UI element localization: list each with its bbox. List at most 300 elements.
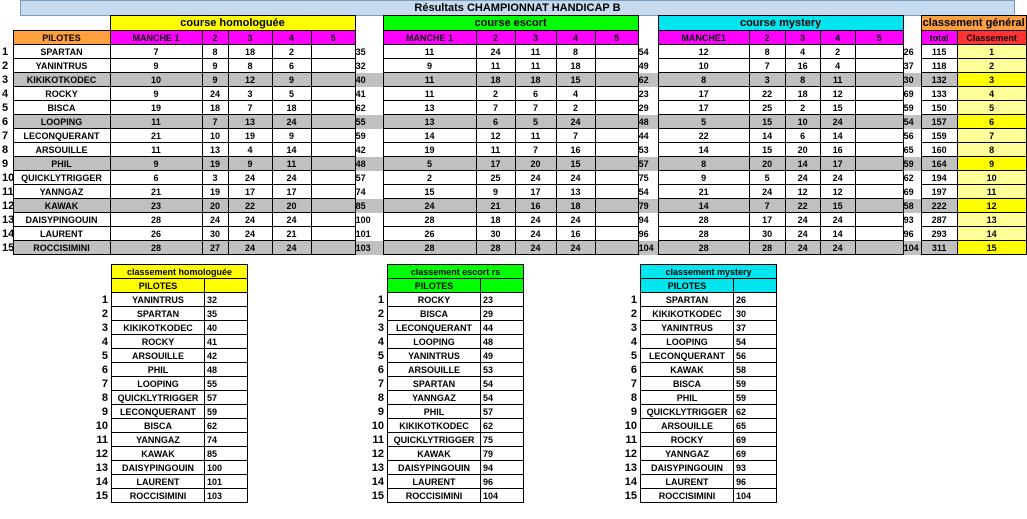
escort-score [595, 129, 638, 143]
homologuee-score: 24 [228, 171, 272, 185]
sub-pilot-name: KIKIKOTKODEC [641, 307, 734, 321]
mystery-score: 14 [820, 129, 855, 143]
table-row [0, 241, 1026, 255]
escort-score: 13 [556, 185, 595, 199]
sub-score: 54 [481, 377, 524, 391]
escort-score: 24 [556, 115, 595, 129]
list-item [366, 307, 524, 321]
list-item [619, 405, 777, 419]
mystery-score: 17 [820, 157, 855, 171]
sub-pilot-name: QUICKLYTRIGGER [388, 433, 481, 447]
row-rank: 7 [2, 129, 9, 142]
table-row [0, 73, 1026, 87]
homologuee-score [311, 101, 355, 115]
table-row [0, 59, 1026, 73]
mystery-total: 58 [903, 199, 921, 213]
escort-score: 24 [515, 241, 556, 255]
header-e-2: 2 [476, 31, 515, 45]
sub-caption-homologuee: classement homologuée [112, 265, 248, 279]
homologuee-score [311, 129, 355, 143]
homologuee-score: 20 [272, 199, 311, 213]
mystery-score: 15 [749, 115, 785, 129]
row-rank: 8 [2, 143, 9, 156]
homologuee-score [311, 87, 355, 101]
escort-score: 24 [476, 45, 515, 59]
sub-score: 96 [481, 475, 524, 489]
sub-pilot-name: KIKIKOTKODEC [388, 419, 481, 433]
sub-pilot-name: PHIL [388, 405, 481, 419]
homologuee-total: 42 [355, 144, 366, 155]
homologuee-score: 11 [272, 157, 311, 171]
sub-table-homologuee [90, 264, 248, 503]
mystery-score: 2 [785, 101, 820, 115]
mystery-score [855, 45, 903, 59]
header-m-manche1: MANCHE1 [658, 31, 749, 45]
sub-score: 53 [481, 363, 524, 377]
pilot-name: QUICKLYTRIGGER [13, 171, 110, 185]
homologuee-score [311, 241, 355, 255]
sub-score: 75 [481, 433, 524, 447]
mystery-total: 93 [903, 214, 914, 225]
escort-score: 2 [476, 87, 515, 101]
general-total: 287 [921, 213, 957, 227]
sub-pilot-name: YANINTRUS [641, 321, 734, 335]
mystery-total: 37 [903, 60, 914, 71]
sub-score: 35 [205, 307, 248, 321]
escort-score: 18 [476, 213, 515, 227]
sub-pilot-name: KIKIKOTKODEC [112, 321, 205, 335]
escort-score: 24 [515, 213, 556, 227]
homologuee-score: 24 [272, 171, 311, 185]
escort-score: 11 [383, 45, 476, 59]
mystery-score: 16 [820, 143, 855, 157]
homologuee-score: 13 [228, 115, 272, 129]
sub-pilot-name: SPARTAN [112, 307, 205, 321]
general-classement: 11 [957, 185, 1026, 199]
sub-rank: 7 [630, 377, 637, 390]
sub-rank: 3 [377, 321, 384, 334]
homologuee-score: 19 [228, 129, 272, 143]
sub-score: 48 [205, 363, 248, 377]
homologuee-score [311, 199, 355, 213]
mystery-score: 14 [658, 143, 749, 157]
sub-rank: 2 [101, 307, 108, 320]
sub-score: 42 [205, 349, 248, 363]
homologuee-score: 19 [202, 185, 228, 199]
escort-total: 104 [638, 241, 658, 255]
homologuee-score: 19 [202, 157, 228, 171]
escort-score: 28 [383, 241, 476, 255]
mystery-total: 30 [903, 73, 921, 87]
header-m-2: 2 [749, 31, 785, 45]
header-h-4: 4 [272, 31, 311, 45]
escort-total: 75 [638, 172, 649, 183]
sub-pilot-name: LECONQUERANT [641, 349, 734, 363]
mystery-score: 15 [749, 143, 785, 157]
escort-score: 24 [515, 227, 556, 241]
row-rank: 15 [2, 241, 15, 254]
mystery-total: 69 [903, 88, 914, 99]
homologuee-score: 9 [110, 157, 202, 171]
sub-rank: 9 [630, 405, 637, 418]
escort-total: 62 [638, 73, 658, 87]
escort-score: 7 [556, 129, 595, 143]
pilot-name: SPARTAN [13, 45, 110, 59]
sub-rank: 11 [372, 433, 384, 446]
list-item [619, 391, 777, 405]
general-classement: 10 [957, 171, 1026, 185]
sub-pilot-name: BISCA [388, 307, 481, 321]
homologuee-score [311, 45, 355, 59]
escort-total: 54 [638, 186, 649, 197]
mystery-score: 24 [820, 241, 855, 255]
general-total: 150 [921, 101, 957, 115]
escort-score: 15 [383, 185, 476, 199]
escort-score: 25 [476, 171, 515, 185]
homologuee-score: 24 [272, 241, 311, 255]
general-classement: 8 [957, 143, 1026, 157]
general-classement: 6 [957, 115, 1026, 129]
pilot-name: KAWAK [13, 199, 110, 213]
header-e-manche1: MANCHE 1 [383, 31, 476, 45]
escort-score: 6 [476, 115, 515, 129]
mystery-score [855, 227, 903, 241]
sub-pilot-name: QUICKLYTRIGGER [112, 391, 205, 405]
sub-rank: 12 [95, 447, 108, 460]
escort-score: 9 [383, 59, 476, 73]
sub-rank: 10 [624, 419, 637, 432]
mystery-score [855, 241, 903, 255]
sub-table-escort [366, 264, 524, 503]
list-item [619, 321, 777, 335]
escort-score [595, 213, 638, 227]
escort-score: 26 [383, 227, 476, 241]
header-escort: course escort [383, 16, 638, 31]
sub-pilot-name: DAISYPINGOUIN [388, 461, 481, 475]
general-total: 132 [921, 73, 957, 87]
sub-pilot-name: ROCKY [388, 293, 481, 307]
sub-pilot-name: BISCA [112, 419, 205, 433]
sub-pilot-name: YANINTRUS [112, 293, 205, 307]
escort-score: 20 [515, 157, 556, 171]
mystery-total: 56 [903, 130, 914, 141]
sub-score: 32 [205, 293, 248, 307]
sub-rank: 4 [377, 335, 384, 348]
escort-score: 7 [515, 143, 556, 157]
mystery-score: 22 [658, 129, 749, 143]
escort-score [595, 185, 638, 199]
pilot-name: ROCCISIMINI [13, 241, 110, 255]
table-row [0, 87, 1026, 101]
table-row [0, 129, 1026, 143]
sub-rank: 15 [371, 489, 384, 502]
sub-score: 41 [205, 335, 248, 349]
sub-rank: 8 [377, 391, 384, 404]
sub-score: 100 [205, 461, 248, 475]
row-rank: 11 [2, 185, 14, 198]
sub-rank: 6 [377, 363, 384, 376]
mystery-score [855, 199, 903, 213]
header-e-3: 3 [515, 31, 556, 45]
pilot-name: PHIL [13, 157, 110, 171]
mystery-score: 12 [820, 185, 855, 199]
list-item [619, 419, 777, 433]
general-classement: 14 [957, 227, 1026, 241]
mystery-score: 30 [749, 227, 785, 241]
sub-pilot-name: SPARTAN [641, 293, 734, 307]
table-row [0, 227, 1026, 241]
escort-score: 11 [515, 59, 556, 73]
escort-total: 23 [638, 88, 649, 99]
table-row [0, 185, 1026, 199]
mystery-score: 17 [658, 101, 749, 115]
mystery-score: 17 [658, 87, 749, 101]
sub-score: 58 [734, 363, 777, 377]
homologuee-score [311, 171, 355, 185]
escort-score: 7 [476, 101, 515, 115]
mystery-score: 18 [785, 87, 820, 101]
sub-rank: 11 [96, 433, 108, 446]
header-e-5: 5 [595, 31, 638, 45]
escort-total: 79 [638, 199, 658, 213]
list-item [619, 475, 777, 489]
sub-table-mystery [619, 264, 777, 503]
general-total: 160 [921, 143, 957, 157]
homologuee-score [311, 185, 355, 199]
general-total: 115 [921, 45, 957, 59]
escort-total: 57 [638, 157, 658, 171]
escort-score: 9 [476, 185, 515, 199]
sub-rank: 8 [101, 391, 108, 404]
mystery-total: 69 [903, 186, 914, 197]
escort-total: 29 [638, 102, 649, 113]
escort-score [595, 227, 638, 241]
pilot-name: LOOPING [13, 115, 110, 129]
escort-score: 11 [515, 45, 556, 59]
sub-rank: 1 [630, 293, 637, 306]
escort-score: 17 [476, 157, 515, 171]
escort-score [595, 157, 638, 171]
homologuee-total: 59 [355, 130, 366, 141]
sub-rank: 3 [630, 321, 637, 334]
sub-rank: 4 [101, 335, 108, 348]
escort-score [595, 199, 638, 213]
mystery-score [855, 143, 903, 157]
general-classement: 3 [957, 73, 1026, 87]
homologuee-score [311, 143, 355, 157]
mystery-score: 28 [658, 213, 749, 227]
table-row [0, 101, 1026, 115]
list-item [366, 433, 524, 447]
mystery-score: 24 [749, 185, 785, 199]
mystery-score: 20 [785, 143, 820, 157]
escort-score: 21 [476, 199, 515, 213]
escort-score: 2 [556, 101, 595, 115]
mystery-score: 28 [749, 241, 785, 255]
row-rank: 12 [2, 199, 15, 212]
table-row [0, 143, 1026, 157]
escort-score: 24 [556, 241, 595, 255]
escort-total: 54 [638, 46, 649, 57]
sub-score: 23 [481, 293, 524, 307]
sub-pilot-name: KAWAK [112, 447, 205, 461]
sub-rank: 14 [371, 475, 384, 488]
homologuee-score: 18 [272, 101, 311, 115]
sub-score: 79 [481, 447, 524, 461]
sub-rank: 4 [630, 335, 637, 348]
mystery-score: 15 [820, 101, 855, 115]
sub-pilot-name: SPARTAN [388, 377, 481, 391]
sub-pilot-name: DAISYPINGOUIN [112, 461, 205, 475]
sub-rank: 11 [625, 433, 637, 446]
list-item [366, 461, 524, 475]
escort-score [595, 171, 638, 185]
header-pilotes: PILOTES [13, 31, 110, 45]
mystery-score [855, 73, 903, 87]
sub-score: 59 [205, 405, 248, 419]
mystery-score: 12 [658, 45, 749, 59]
list-item [90, 349, 248, 363]
general-total: 164 [921, 157, 957, 171]
homologuee-score: 3 [202, 171, 228, 185]
sub-pilot-name: KAWAK [388, 447, 481, 461]
mystery-score: 5 [658, 115, 749, 129]
homologuee-score: 24 [228, 213, 272, 227]
sub-pilot-name: ARSOUILLE [388, 363, 481, 377]
escort-score: 24 [556, 171, 595, 185]
mystery-total: 59 [903, 157, 921, 171]
table-row [0, 45, 1026, 59]
escort-score: 24 [515, 171, 556, 185]
list-item [90, 363, 248, 377]
sub-rank: 14 [624, 475, 637, 488]
homologuee-score: 23 [110, 199, 202, 213]
homologuee-score: 28 [110, 213, 202, 227]
escort-score [595, 59, 638, 73]
sub-score: 104 [734, 489, 777, 503]
list-item [619, 489, 777, 503]
sub-pilot-name: ROCCISIMINI [641, 489, 734, 503]
sub-score: 56 [734, 349, 777, 363]
sub-pilot-name: ROCKY [641, 433, 734, 447]
homologuee-score: 4 [228, 143, 272, 157]
mystery-score: 24 [820, 171, 855, 185]
list-item [90, 475, 248, 489]
list-item [90, 391, 248, 405]
mystery-score [855, 115, 903, 129]
sub-pilot-name: PHIL [641, 391, 734, 405]
list-item [90, 307, 248, 321]
general-classement: 2 [957, 59, 1026, 73]
sub-score: 29 [481, 307, 524, 321]
header-classement: Classement [957, 31, 1026, 45]
homologuee-score [311, 73, 355, 87]
mystery-score: 15 [820, 199, 855, 213]
homologuee-score: 6 [272, 59, 311, 73]
sub-pilot-name: ARSOUILLE [112, 349, 205, 363]
sub-pilot-name: ROCCISIMINI [112, 489, 205, 503]
sub-score: 55 [205, 377, 248, 391]
sub-score: 49 [481, 349, 524, 363]
sub-rank: 1 [101, 293, 108, 306]
mystery-score: 24 [785, 171, 820, 185]
mystery-score [855, 87, 903, 101]
row-rank: 4 [2, 87, 9, 100]
mystery-score: 14 [785, 157, 820, 171]
homologuee-score: 13 [202, 143, 228, 157]
mystery-score: 22 [749, 87, 785, 101]
sub-pilot-name: ARSOUILLE [641, 419, 734, 433]
sub-pilot-name: YANINTRUS [388, 349, 481, 363]
homologuee-score: 9 [272, 129, 311, 143]
list-item [619, 447, 777, 461]
escort-score [595, 115, 638, 129]
table-row [0, 115, 1026, 129]
header-homologuee: course homologuée [110, 16, 355, 31]
header-general: classement général [922, 17, 1025, 29]
mystery-score: 14 [749, 129, 785, 143]
list-item [366, 475, 524, 489]
escort-score: 18 [476, 73, 515, 87]
row-rank: 10 [2, 171, 15, 184]
homologuee-score: 24 [272, 213, 311, 227]
escort-total: 48 [638, 115, 658, 129]
mystery-score: 4 [785, 45, 820, 59]
escort-score [595, 73, 638, 87]
sub-pilot-name: ROCKY [112, 335, 205, 349]
escort-score: 8 [556, 45, 595, 59]
sub-score: 48 [481, 335, 524, 349]
escort-score: 14 [383, 129, 476, 143]
sub-rank: 5 [377, 349, 384, 362]
mystery-total: 62 [903, 172, 914, 183]
general-total: 118 [921, 59, 957, 73]
mystery-score: 28 [658, 227, 749, 241]
table-row [0, 199, 1026, 213]
table-row [0, 213, 1026, 227]
header-h-manche1: MANCHE 1 [110, 31, 202, 45]
homologuee-score: 30 [202, 227, 228, 241]
header-h-2: 2 [202, 31, 228, 45]
list-item [90, 489, 248, 503]
list-item [366, 391, 524, 405]
sub-score: 94 [481, 461, 524, 475]
page-title: Résultats CHAMPIONNAT HANDICAP B [20, 0, 1015, 16]
escort-score: 15 [556, 73, 595, 87]
mystery-score: 14 [658, 199, 749, 213]
mystery-score: 12 [820, 87, 855, 101]
homologuee-total: 55 [355, 115, 383, 129]
homologuee-score: 5 [272, 87, 311, 101]
general-classement: 13 [957, 213, 1026, 227]
table-row [0, 171, 1026, 185]
mystery-total: 96 [903, 228, 914, 239]
sub-rank: 13 [624, 461, 637, 474]
general-total: 311 [921, 241, 957, 255]
sub-pilot-name: LAURENT [112, 475, 205, 489]
sub-score: 62 [481, 419, 524, 433]
sub-pilot-name: QUICKLYTRIGGER [641, 405, 734, 419]
list-item [90, 419, 248, 433]
list-item [366, 321, 524, 335]
results-table [0, 15, 1027, 255]
sub-pilot-name: YANNGAZ [641, 447, 734, 461]
general-total: 222 [921, 199, 957, 213]
homologuee-total: 74 [355, 186, 366, 197]
pilot-name: YANNGAZ [13, 185, 110, 199]
sub-pilot-name: DAISYPINGOUIN [641, 461, 734, 475]
homologuee-score: 11 [110, 143, 202, 157]
